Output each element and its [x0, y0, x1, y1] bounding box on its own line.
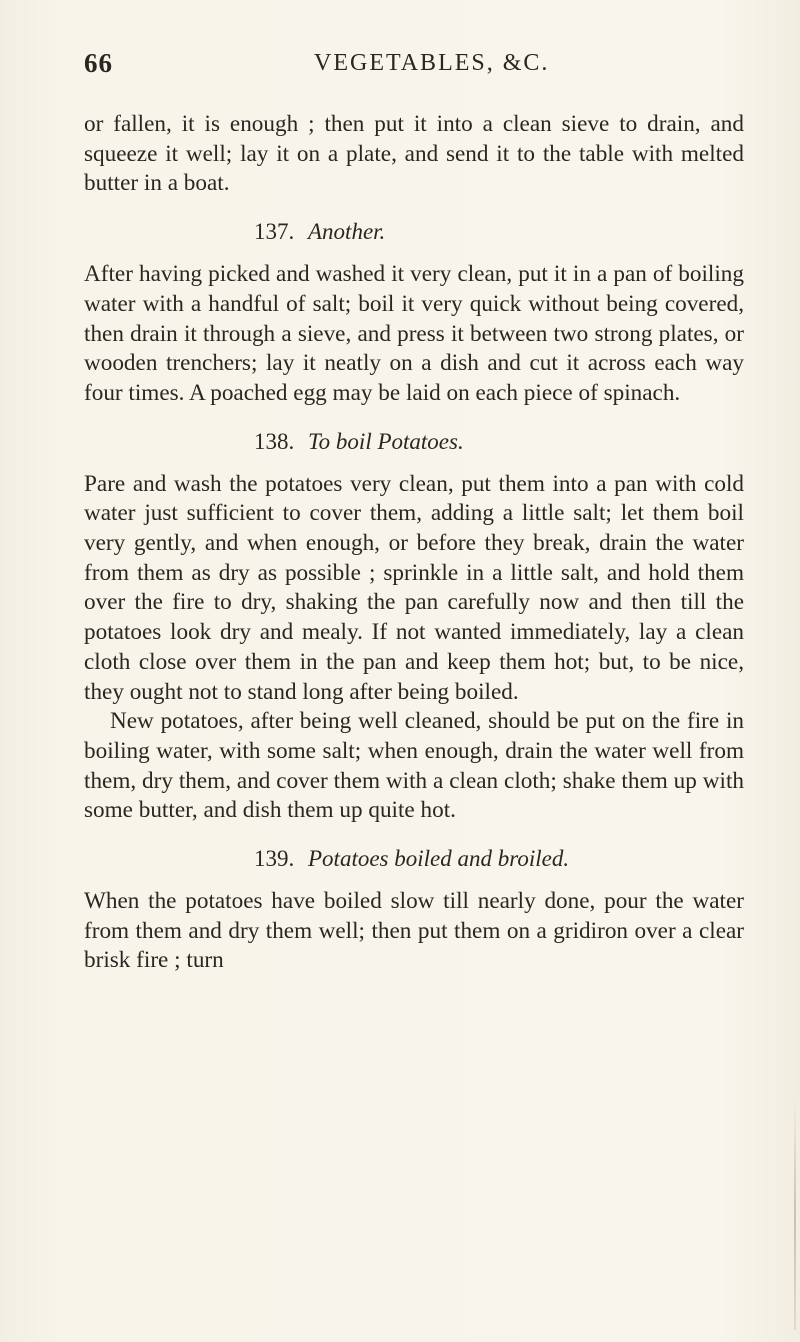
- page-edge-shadow: [794, 1100, 796, 1330]
- section-paragraph: After having picked and washed it very clean, put it in a pan of boiling water with a handful of salt; boil it very quick without being covered, then drain it through a sieve, and press it between two strong plates, or wooden trenchers; lay it neatly on a dish and cut it across each way four times. A poached egg may be laid on each piece of spinach.: [84, 261, 744, 406]
- section-paragraph: When the potatoes have boiled slow till nearly done, pour the water from them and dry them well; then put them on a gridiron over a clear brisk fire ; turn: [84, 888, 744, 974]
- section-paragraph: Pare and wash the potatoes very clean, put them into a pan with cold water just sufficient to cover them, adding a little salt; let them boil very gently, and when enough, or before they break, drain the water from them as dry as possible ; sprinkle in a little salt, and hold them over the fire to dry, shaking the pan carefully now and then till the potatoes look dry and mealy. If not wanted immediately, lay a clean cloth close over them in the pan and keep them hot; but, to be nice, they ought not to stand long after being boiled.: [84, 470, 744, 705]
- section-paragraph: New potatoes, after being well cleaned, should be put on the fire in boiling water, with some salt; when enough, drain the water well from them, dry them, and cover them with a clean cloth; shake them up with some butter, and dish them up quite hot.: [84, 708, 744, 824]
- section-number: 139.: [254, 846, 295, 872]
- section-heading-139: [84, 844, 744, 873]
- page-header: [84, 48, 744, 88]
- section-title: Potatoes boiled and broiled.: [308, 846, 570, 872]
- section-title: Another.: [308, 219, 386, 245]
- section-number: 137.: [254, 219, 295, 245]
- section-heading-137: [84, 217, 744, 246]
- section-heading-138: [84, 427, 744, 456]
- intro-paragraph: or fallen, it is enough ; then put it into a clean sieve to drain, and squeeze it well; lay it on a plate, and send it to the table with melted butter in a boat.: [84, 111, 744, 197]
- section-title: To boil Potatoes.: [308, 428, 464, 454]
- page-number: 66: [84, 48, 113, 78]
- section-number: 138.: [254, 428, 295, 454]
- running-head: VEGETABLES, &C.: [314, 50, 550, 76]
- body-text: [84, 110, 744, 976]
